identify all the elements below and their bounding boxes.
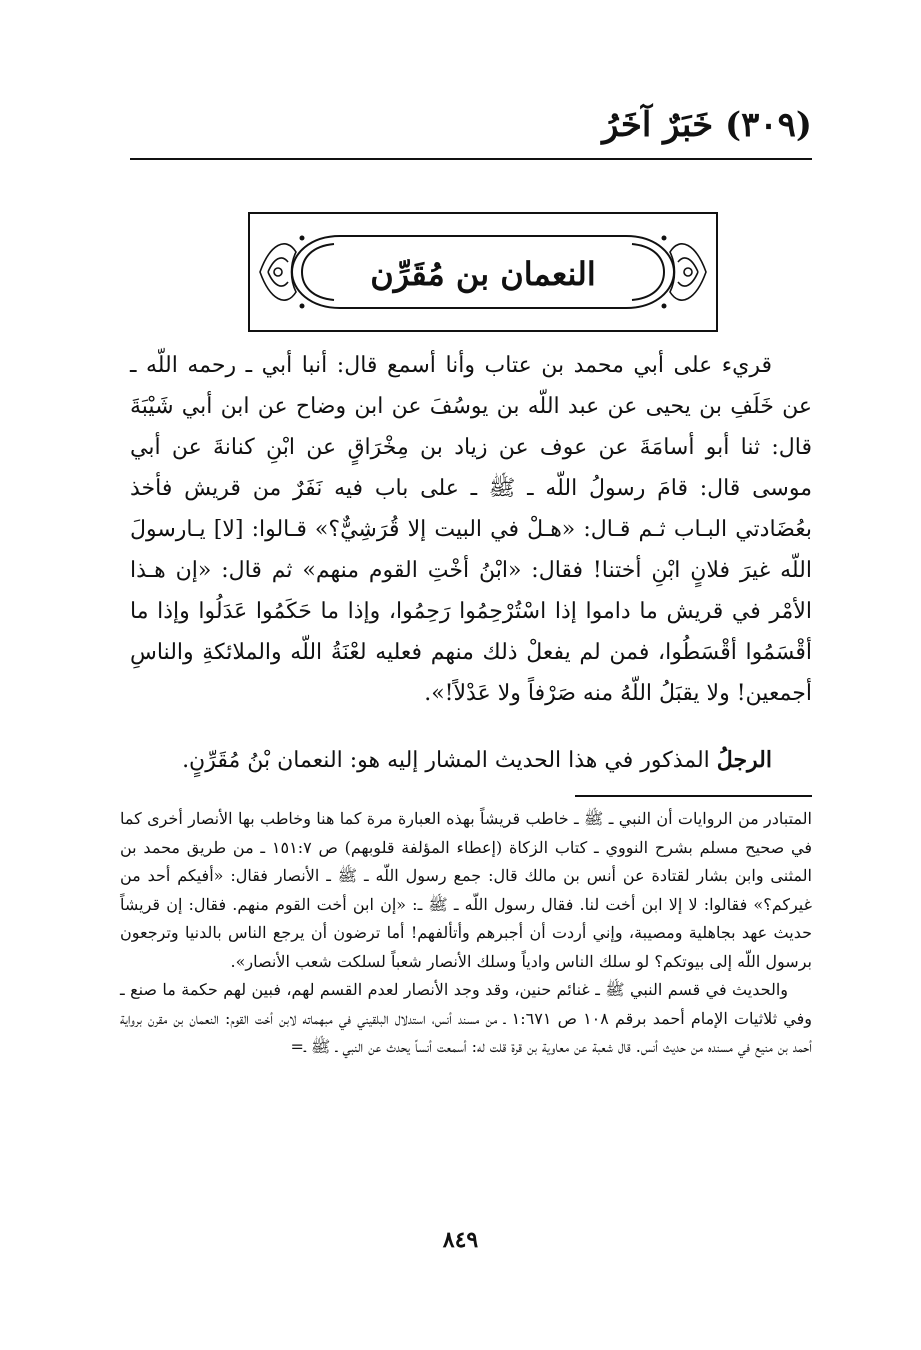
hadith-text <box>130 345 812 714</box>
footnotes <box>120 805 812 1062</box>
footnote-rule <box>575 795 812 797</box>
running-head: (٣٠٩) خَبَرٌ آخَرُ <box>602 105 812 145</box>
page-number: ٨٤٩ <box>442 1227 479 1253</box>
conclusion-lead: الرجلُ <box>716 747 772 773</box>
section-title-frame <box>248 212 718 332</box>
footnote-paragraph: المتبادر من الروايات أن النبي ـ ﷺ ـ خاطب قريشاً بهذه العبارة مرة كما هنا وخاطب بها الأنصار أخرى كما في صحيح مسلم بشرح النووي ـ كتاب الزكاة (إعطاء المؤلفة قلوبهم) ص ١٥١:٧ ـ من طريق محمد بن المثنى وابن بشار لقتادة عن أنس بن مالك قال: جمع رسول اللّه ـ ﷺ ـ الأنصار فقال: «أفيكم أحد من غيركم؟» فقالوا: لا إلا ابن أخت لنا. فقال رسول اللّه ـ ﷺ ـ: «إن ابن أخت القوم منهم. فقال: إن قريشاً حديث عهد بجاهلية ومصيبة، وإني أردت أن أجبرهم وأتألفهم! أما ترضون أن يرجع الناس بالدنيا وترجعون برسول اللّه إلى بيوتكم؟ لو سلك الناس وادياً وسلك الأنصار شعباً لسلكت شعب الأنصار». <box>120 809 813 971</box>
section-title: النعمان بن مُقَرِّن <box>370 255 596 293</box>
footnote-paragraph: والحديث في قسم النبي ﷺ ـ غنائم حنين، وقد وجد الأنصار لعدم القسم لهم، فبين لهم حكمة ما صنع ـ وفي ثلاثيات الإمام أحمد برقم ١٠٨ ص ١:٦٧١ ـ من مسند أنس، استدلال البلقيني في مبهماته لابن أخت القوم: النعمان بن مقرن برواية أحمد بن منيع في مسنده من حديث أنس. قال شعبة عن معاوية بن قرة قلت له: أسمعت أنساً يحدث عن النبي ـ ﷺ ـ= <box>120 980 813 1056</box>
conclusion-text: المذكور في هذا الحديث المشار إليه هو: النعمان بْنُ مُقَرِّنٍ. <box>182 748 717 773</box>
conclusion-paragraph <box>130 738 812 783</box>
hadith-paragraph: قريء على أبي محمد بن عتاب وأنا أسمع قال: أنبا أبي ـ رحمه اللّه ـ عن خَلَفِ بن يحيى عن عبد اللّه بن يوسُفَ عن ابن وضاح عن ابن أبي شَيْبَةَ قال: ثنا أبو أسامَةَ عن عوف عن زياد بن مِخْرَاقٍ عن ابْنِ كنانةَ عن أبي موسى قال: قامَ رسولُ اللّه ـ ﷺ ـ على باب فيه نَفَرٌ من قريش فأخذ بعُضَادتي البـاب ثـم قـال: «هـلْ في البيت إلا قُرَشِيٌّ؟» قـالوا: [لا] يـارسولَ اللّه غيرَ فلانٍ ابْنِ أختنا! فقال: «ابْنُ أخْتِ القوم منهم» ثم قال: «إن هـذا الأمْر في قريش ما داموا إذا اسْتُرْحِمُوا رَحِمُوا، وإذا ما حَكَمُوا عَدَلُوا وإذا ما أقْسَمُوا أقْسَطُوا، فمن لم يفعلْ ذلك منهم فعليه لعْنَةُ اللّه والملائكةِ والناسِ أجمعين! ولا يقبَلُ اللّهُ منه صَرْفاً ولا عَدْلاً!». <box>130 353 812 706</box>
header-rule <box>130 158 812 160</box>
